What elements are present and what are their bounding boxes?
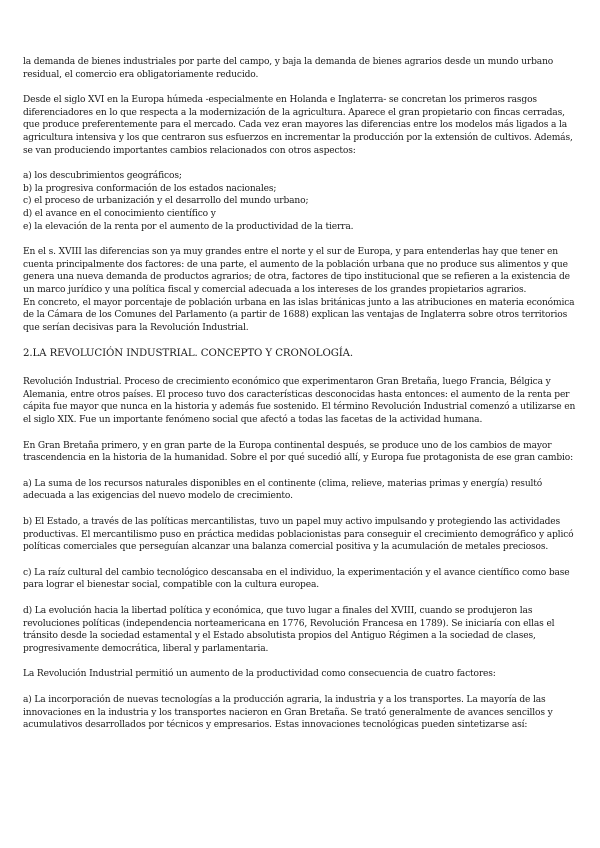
list-item: b) la progresiva conformación de los estados nacionales; xyxy=(23,183,277,194)
paragraph-factor-b: b) El Estado, a través de las políticas mercantilistas, tuvo un papel muy activo impulsando y protegiendo las actividades productivas. El mercantilismo puso en práctica medidas poblacionistas para conseguir el crecimiento demográfico y aplicó políticas comerciales que perseguían alcanzar una balanza comercial positiva y la acumulación de metales preciosos. xyxy=(23,517,574,553)
paragraph-en-concreto: En concreto, el mayor porcentaje de población urbana en las islas británicas junto a las atribuciones en materia económica de la Cámara de los Comunes del Parlamento (a partir de 1688) explican las ventajas de Inglaterra sobre otros territorios que serían decisivas para la Revolución Industrial. xyxy=(23,297,575,333)
paragraph-gran-bretana: En Gran Bretaña primero, y en gran parte de la Europa continental después, se produce uno de los cambios de mayor trascendencia en la historia de la humanidad. Sobre el por qué sucedió allí, y Europa fue protagonista de ese gran cambio: xyxy=(23,440,574,464)
paragraph-xvi-century: Desde el siglo XVI en la Europa húmeda -especialmente en Holanda e Inglaterra- se concretan los primeros rasgos diferenciadores en lo que respecta a la modernización de la agricultura. Aparece el gran propietario con fincas cerradas, que produce preferentemente para el mercado. Cada vez eran mayores las diferencias entre los modelos más ligados a la agricultura intensiva y los que centraron sus esfuerzos en incrementar la producción por la extensión de cultivos. Además, se van produciendo importantes cambios relacionados con otros aspectos: xyxy=(23,95,573,156)
list-item: c) el proceso de urbanización y el desarrollo del mundo urbano; xyxy=(23,196,309,207)
aspects-list xyxy=(23,170,578,233)
paragraph-demand: la demanda de bienes industriales por parte del campo, y baja la demanda de bienes agrarios desde un mundo urbano residual, el comercio era obligatoriamente reducido. xyxy=(23,57,554,80)
paragraph-factor-c: c) La raíz cultural del cambio tecnológico descansaba en el individuo, la experimentación y el avance científico como base para lograr el bienestar social, compatible con la cultura europea. xyxy=(23,567,570,591)
document-page xyxy=(23,56,578,745)
list-item: d) el avance en el conocimiento científico y xyxy=(23,208,216,219)
paragraph-factor-a: a) La suma de los recursos naturales disponibles en el continente (clima, relieve, materias primas y energía) resultó adecuada a las exigencias del nuevo modelo de crecimiento. xyxy=(23,478,543,502)
paragraph-technologies: a) La incorporación de nuevas tecnologías a la producción agraria, la industria y a los transportes. La mayoría de las innovaciones en la industria y los transportes nacieron en Gran Bretaña. Se trató generalmente de avances sencillos y acumulativos desarrollados por técnicos y empresarios. Estas innovaciones tecnológicas pueden sintetizarse así: xyxy=(23,694,553,731)
paragraph-factor-d: d) La evolución hacia la libertad política y económica, que tuvo lugar a finales del XVIII, cuando se produjeron las revoluciones políticas (independencia norteamericana en 1776, Revolución Francesa en 1789). Se iniciaría con ellas el tránsito desde la sociedad estamental y el Estado absolutista propios del Antiguo Régimen a la sociedad de clases, progresivamente democrática, liberal y parlamentaria. xyxy=(23,606,555,654)
paragraph-xviii-century: En el s. XVIII las diferencias son ya muy grandes entre el norte y el sur de Europa, y para entenderlas hay que tener en cuenta principalmente dos factores: de una parte, el aumento de la población urbana que no produce sus alimentos y que genera una nueva demanda de productos agrarios; de otra, factores de tipo institucional que se refieren a la existencia de un marco jurídico y una política fiscal y comercial adecuada a los intereses de los grandes propietarios agrarios. xyxy=(23,247,570,295)
list-item: a) los descubrimientos geográficos; xyxy=(23,171,182,182)
paragraph-definition: Revolución Industrial. Proceso de crecimiento económico que experimentaron Gran Bretaña, luego Francia, Bélgica y Alemania, entre otros países. El proceso tuvo dos características desconocidas hasta entonces: el aumento de la renta per cápita fue mayor que nunca en la historia y además fue sostenido. El término Revolución Industrial comenzó a utilizarse en el siglo XIX. Fue un importante fenómeno social que afectó a todas las facetas de la actividad humana. xyxy=(23,377,576,426)
paragraph-productivity: La Revolución Industrial permitió un aumento de la productividad como consecuencia de cuatro factores: xyxy=(23,669,496,680)
section-heading: 2.LA REVOLUCIÓN INDUSTRIAL. CONCEPTO Y CRONOLOGÍA. xyxy=(23,348,354,360)
list-item: e) la elevación de la renta por el aumento de la productividad de la tierra. xyxy=(23,221,354,232)
